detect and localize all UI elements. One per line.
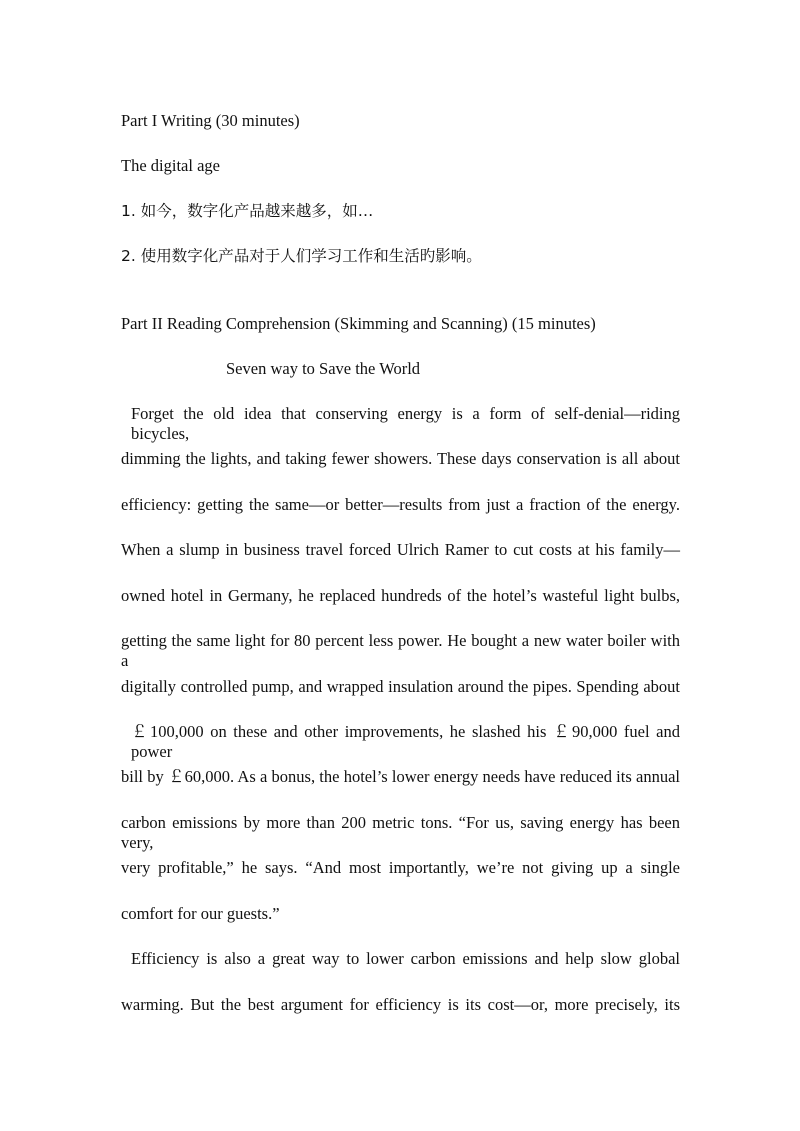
article-line-14: warming. But the best argument for efficiency is its cost—or, more precisely, its	[121, 995, 680, 1014]
part1-point-1: 1. 如今，数字化产品越来越多，如…	[121, 202, 374, 220]
article-line-11: very profitable,” he says. “And most importantly, we’re not giving up a single	[121, 858, 680, 877]
article-line-8: ￡100,000 on these and other improvements, he slashed his ￡90,000 fuel and power	[131, 722, 680, 761]
article-title: Seven way to Save the World	[226, 359, 421, 378]
article-line-2: dimming the lights, and taking fewer showers. These days conservation is all about	[121, 449, 680, 468]
part1-topic: The digital age	[121, 156, 220, 175]
article-line-5: owned hotel in Germany, he replaced hundreds of the hotel’s wasteful light bulbs,	[121, 586, 680, 605]
article-line-7: digitally controlled pump, and wrapped insulation around the pipes. Spending about	[121, 677, 680, 696]
article-line-12: comfort for our guests.”	[121, 904, 280, 923]
part1-point-2: 2. 使用数字化产品对于人们学习工作和生活旳影响。	[121, 247, 482, 265]
article-line-13: Efficiency is also a great way to lower carbon emissions and help slow global	[131, 949, 680, 968]
article-line-9: bill by ￡60,000. As a bonus, the hotel’s lower energy needs have reduced its annual	[121, 767, 680, 786]
part1-heading: Part I Writing (30 minutes)	[121, 111, 300, 130]
article-line-1: Forget the old idea that conserving energy is a form of self-denial—riding bicycles,	[131, 404, 680, 443]
part2-heading: Part II Reading Comprehension (Skimming and Scanning) (15 minutes)	[121, 314, 596, 333]
article-line-4: When a slump in business travel forced Ulrich Ramer to cut costs at his family—	[121, 540, 680, 559]
article-line-3: efficiency: getting the same—or better—results from just a fraction of the energy.	[121, 495, 680, 514]
article-line-6: getting the same light for 80 percent less power. He bought a new water boiler with a	[121, 631, 680, 670]
article-line-10: carbon emissions by more than 200 metric tons. “For us, saving energy has been very,	[121, 813, 680, 852]
